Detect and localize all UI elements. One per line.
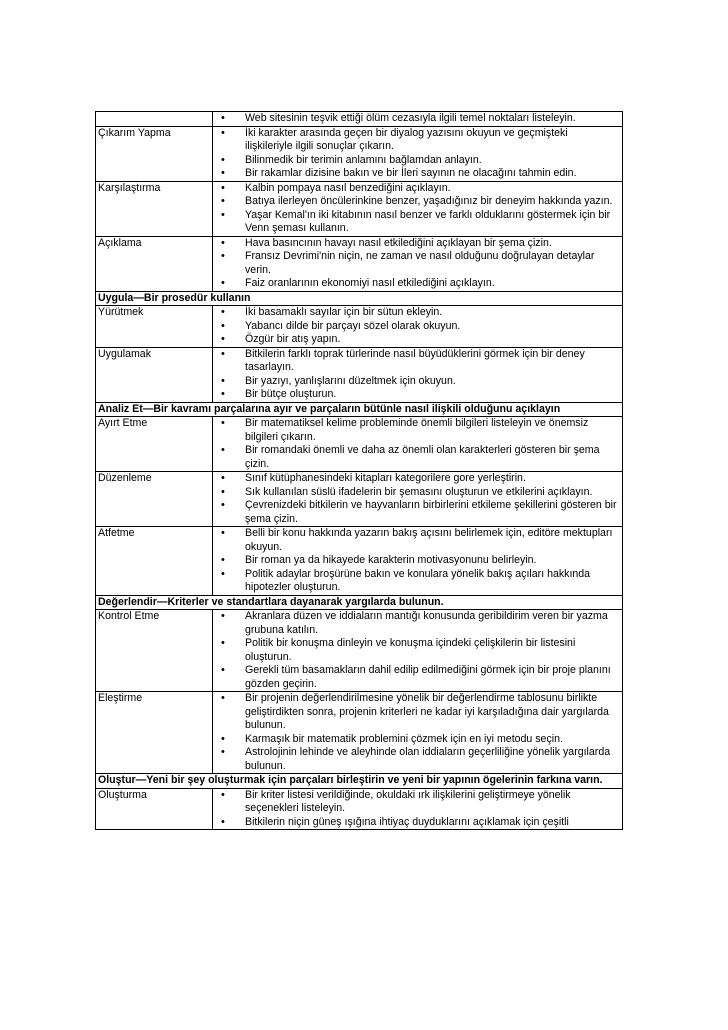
list-item: • Özgür bir atış yapın.: [213, 333, 618, 347]
example-list: [213, 127, 618, 181]
examples-cell: [213, 788, 623, 830]
category-term: Kontrol Etme: [96, 610, 213, 692]
table-row: [96, 692, 623, 774]
document-page: [95, 111, 623, 830]
example-list: [213, 112, 618, 126]
list-item: • Bir roman ya da hikayede karakterin motivasyonunu belirleyin.: [213, 554, 618, 568]
list-item: • Astrolojinin lehinde ve aleyhinde olan iddiaların geçerliliğine yönelik yargılarda bulunun.: [213, 746, 618, 773]
list-item: • Yabancı dilde bir parçayı sözel olarak okuyun.: [213, 320, 618, 334]
list-item: • Sınıf kütüphanesindeki kitapları kategorilere gore yerleştirin.: [213, 472, 618, 486]
list-item: • Fransız Devrimi'nin niçin, ne zaman ve nasıl olduğunu doğrulayan detaylar verin.: [213, 250, 618, 277]
list-item: • Faiz oranlarının ekonomiyi nasıl etkilediğini açıklayın.: [213, 277, 618, 291]
table-row: [96, 347, 623, 402]
category-term: Karşılaştırma: [96, 181, 213, 236]
list-item: • Bir yazıyı, yanlışlarını düzeltmek için okuyun.: [213, 375, 618, 389]
list-item: • Karmaşık bir matematik problemini çözmek için en iyi metodu seçin.: [213, 733, 618, 747]
category-term: Ayırt Etme: [96, 417, 213, 472]
list-item: • Bilinmedik bir terimin anlamını bağlamdan anlayın.: [213, 154, 618, 168]
list-item: • Belli bir konu hakkında yazarın bakış açısını belirlemek için, editöre mektupları okuyun.: [213, 527, 618, 554]
list-item: • Gerekli tüm basamakların dahil edilip edilmediğini görmek için bir proje planını gözden geçirin.: [213, 664, 618, 691]
section-header: Analiz Et—Bir kavramı parçalarına ayır ve parçaların bütünle nasıl ilişkili olduğunu açıklayın: [96, 402, 623, 417]
list-item: • Sık kullanılan süslü ifadelerin bir şemasını oluşturun ve etkilerini açıklayın.: [213, 486, 618, 500]
examples-cell: [213, 181, 623, 236]
list-item: • Politik bir konuşma dinleyin ve konuşma içindeki çelişkilerin bir listesini oluşturun.: [213, 637, 618, 664]
examples-cell: [213, 527, 623, 596]
table-row: [96, 236, 623, 291]
section-header: Oluştur—Yeni bir şey oluşturmak için parçaları birleştirin ve yeni bir yapının ögelerinin farkına varın.: [96, 774, 623, 789]
list-item: • Kalbin pompaya nasıl benzediğini açıklayın.: [213, 182, 618, 196]
section-header-row: [96, 291, 623, 306]
example-list: [213, 789, 618, 830]
example-list: [213, 692, 618, 773]
list-item: • Bir matematiksel kelime probleminde önemli bilgileri listeleyin ve önemsiz bilgileri çıkarın.: [213, 417, 618, 444]
examples-cell: [213, 692, 623, 774]
list-item: • Batıya ilerleyen öncülerinkine benzer, yaşadığınız bir deneyim hakkında yazın.: [213, 195, 618, 209]
taxonomy-table: [95, 111, 623, 830]
list-item: • Akranlara düzen ve iddiaların mantığı konusunda geribildirim veren bir yazma grubuna katılın.: [213, 610, 618, 637]
example-list: [213, 417, 618, 471]
list-item: • Web sitesinin teşvik ettiği ölüm cezasıyla ilgili temel noktaları listeleyin.: [213, 112, 618, 126]
category-term: Eleştirme: [96, 692, 213, 774]
section-header-row: [96, 774, 623, 789]
list-item: • Hava basıncının havayı nasıl etkilediğini açıklayan bir şema çizin.: [213, 237, 618, 251]
table-row: [96, 788, 623, 830]
section-header-row: [96, 595, 623, 610]
list-item: • Bir bütçe oluşturun.: [213, 388, 618, 402]
examples-cell: [213, 610, 623, 692]
list-item: • Bitkilerin niçin güneş ışığına ihtiyaç duyduklarını açıklamak için çeşitli: [213, 816, 618, 830]
section-header: Uygula—Bir prosedür kullanın: [96, 291, 623, 306]
list-item: • Çevrenizdeki bitkilerin ve hayvanların birbirlerini etkileme şekillerini gösteren bir şema çizin.: [213, 499, 618, 526]
table-row: [96, 112, 623, 127]
table-row: [96, 610, 623, 692]
examples-cell: [213, 306, 623, 348]
category-term: Düzenleme: [96, 472, 213, 527]
table-row: [96, 181, 623, 236]
example-list: [213, 306, 618, 347]
category-term: [96, 112, 213, 127]
section-header: Değerlendir—Kriterler ve standartlara dayanarak yargılarda bulunun.: [96, 595, 623, 610]
category-term: Açıklama: [96, 236, 213, 291]
example-list: [213, 237, 618, 291]
list-item: • Bir romandaki önemli ve daha az önemli olan karakterleri gösteren bir şema çizin.: [213, 444, 618, 471]
table-row: [96, 306, 623, 348]
list-item: • Bir rakamlar dizisine bakın ve bir İleri sayının ne olacağını tahmin edin.: [213, 167, 618, 181]
table-row: [96, 417, 623, 472]
table-row: [96, 527, 623, 596]
category-term: Çıkarım Yapma: [96, 126, 213, 181]
examples-cell: [213, 112, 623, 127]
list-item: • Politik adaylar broşürüne bakın ve konulara yönelik bakış açıları hakkında hipotezler oluşturun.: [213, 568, 618, 595]
list-item: • İki basamaklı sayılar için bir sütun ekleyin.: [213, 306, 618, 320]
category-term: Oluşturma: [96, 788, 213, 830]
list-item: • Bir projenin değerlendirilmesine yönelik bir değerlendirme tablosunu birlikte geliştirdikten sonra, projenin kriterleri ne kadar iyi karşıladığına dair yargılarda bulunun.: [213, 692, 618, 733]
example-list: [213, 348, 618, 402]
example-list: [213, 610, 618, 691]
examples-cell: [213, 472, 623, 527]
examples-cell: [213, 347, 623, 402]
table-row: [96, 126, 623, 181]
section-header-row: [96, 402, 623, 417]
category-term: Yürütmek: [96, 306, 213, 348]
example-list: [213, 527, 618, 595]
example-list: [213, 472, 618, 526]
list-item: • İki karakter arasında geçen bir diyalog yazısını okuyun ve geçmişteki ilişkileriyle ilgili sonuçlar çıkarın.: [213, 127, 618, 154]
table-row: [96, 472, 623, 527]
list-item: • Bitkilerin farklı toprak türlerinde nasıl büyüdüklerini görmek için bir deney tasarlayın.: [213, 348, 618, 375]
examples-cell: [213, 236, 623, 291]
category-term: Atfetme: [96, 527, 213, 596]
list-item: • Bir kriter listesi verildiğinde, okuldaki ırk ilişkilerini geliştirmeye yönelik seçenekleri listeleyin.: [213, 789, 618, 816]
examples-cell: [213, 417, 623, 472]
list-item: • Yaşar Kemal'ın iki kitabının nasıl benzer ve farklı olduklarını göstermek için bir Venn şeması kullanın.: [213, 209, 618, 236]
example-list: [213, 182, 618, 236]
examples-cell: [213, 126, 623, 181]
category-term: Uygulamak: [96, 347, 213, 402]
table-body: [96, 112, 623, 830]
